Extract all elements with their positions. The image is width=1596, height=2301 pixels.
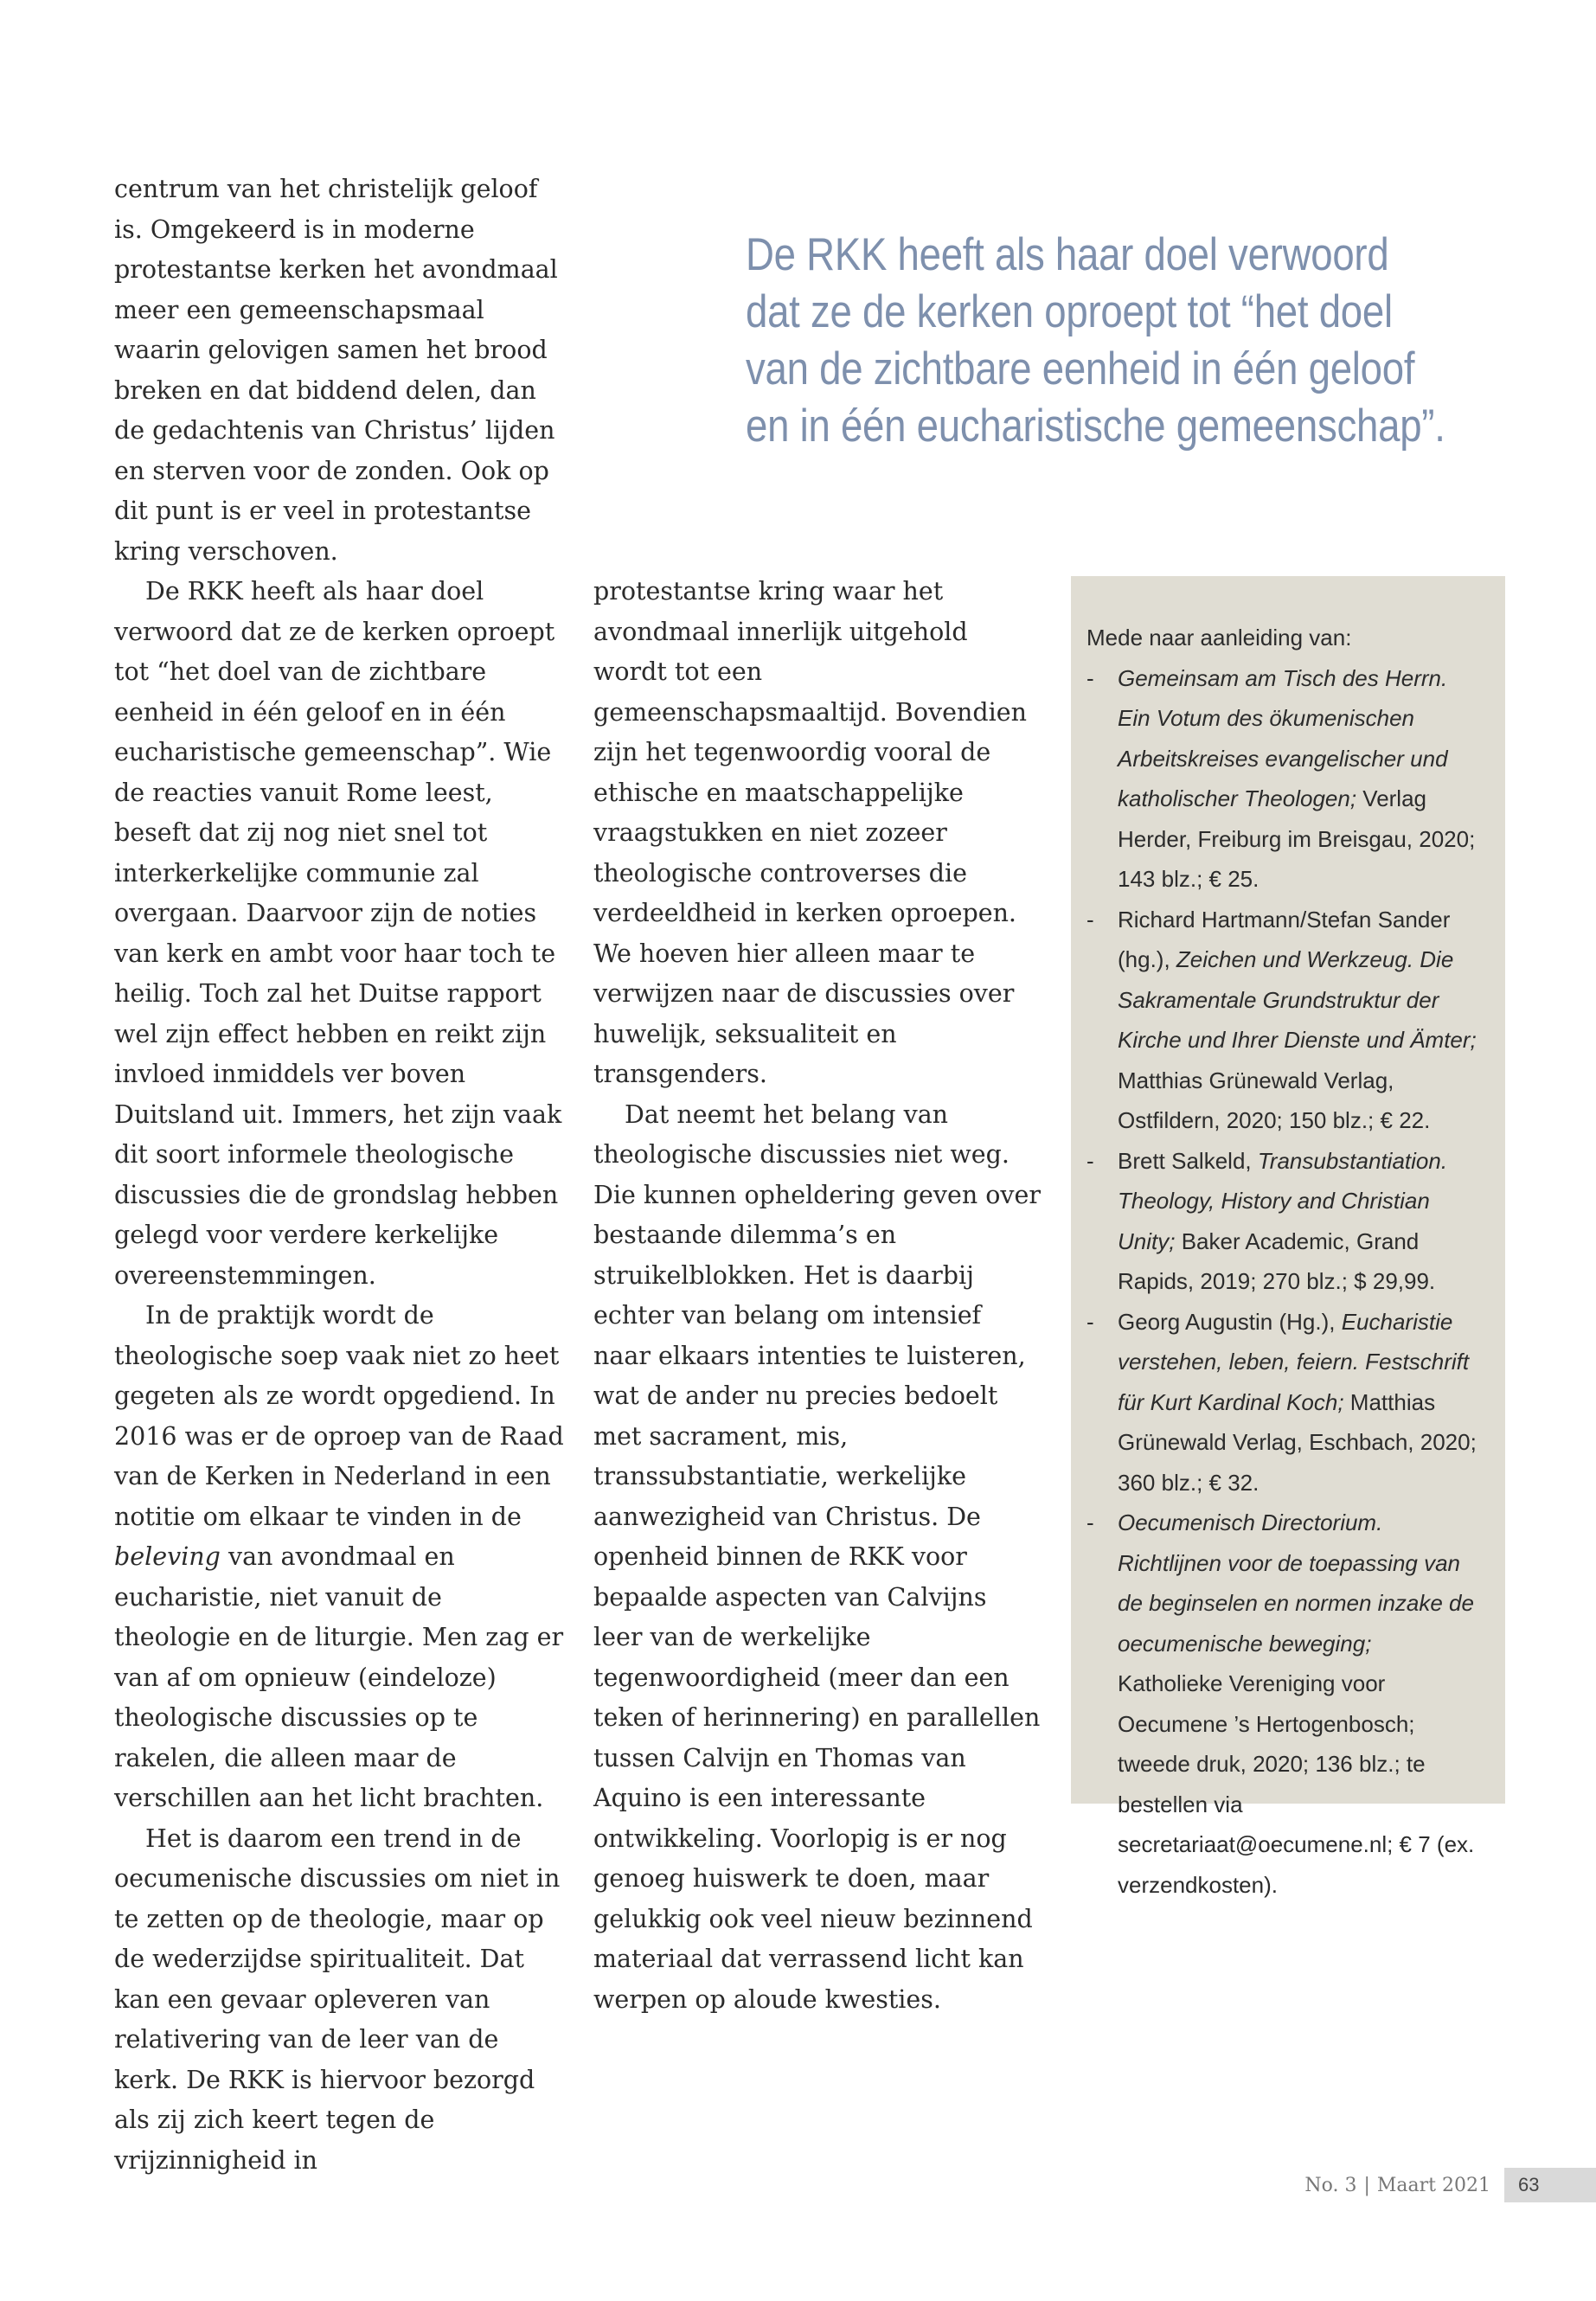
references-box: [1071, 576, 1505, 1898]
reference-details: Verlag Herder, Freiburg im Breisgau, 2020; 143 blz.; € 25.: [1118, 785, 1476, 892]
middle-paragraph-2: Dat neemt het belang van theologische discussies niet weg. Die kunnen opheldering geven over bestaande dilemma’s en struikelblokken. Het is daarbij echter van belang om intensief naar elkaars intenties te luisteren, wat de ander nu precies bedoelt met sacrament, mis, transsubstantiatie, werkelijke aanwezigheid van Christus. De openheid binnen de RKK voor bepaalde aspecten van Calvijns leer van de werkelijke tegenwoordigheid (meer dan een teken of herinnering) en parallellen tussen Calvijn en Thomas van Aquino is een interessante ontwikkeling. Voorlopig is er nog genoeg huiswerk te doen, maar gelukkig ook veel nieuw bezinnend materiaal dat verrassend licht kan werpen op aloude kwesties.: [593, 1099, 1041, 2014]
issue-number: No. 3: [1304, 2174, 1357, 2196]
reference-item: [1086, 658, 1483, 900]
reference-details: Baker Academic, Grand Rapids, 2019; 270 blz.; $ 29,99.: [1118, 1227, 1436, 1294]
page-number: 63: [1504, 2168, 1596, 2202]
footer-separator: |: [1363, 2174, 1370, 2196]
reference-title: Eucharistie verstehen, leben, feiern. Festschrift für Kurt Kardinal Koch;: [1118, 1308, 1470, 1415]
reference-details: Matthias Grünewald Verlag, Eschbach, 2020; 360 blz.; € 32.: [1118, 1388, 1477, 1496]
reference-item: [1086, 900, 1483, 1141]
middle-paragraph-1: protestantse kring waar het avondmaal innerlijk uitgehold wordt tot een gemeenschapsmaaltijd. Bovendien zijn het tegenwoordig vooral de ethische en maatschappelijke vraagstukken en niet zozeer theologische controverses die verdeeldheid in kerken oproepen. We hoeven hier alleen maar te verwijzen naar de discussies over huwelijk, seksualiteit en transgenders.: [593, 577, 1027, 1088]
pull-quote: [746, 227, 1445, 455]
left-paragraph-3-before: In de praktijk wordt de theologische soep vaak niet zo heet gegeten als ze wordt opgediend. In 2016 was er de oproep van de Raad van de Kerken in Nederland in een notitie om elkaar te vinden in de: [114, 1301, 564, 1531]
left-paragraph-4: Het is daarom een trend in de oecumenische discussies om niet in te zetten op de theologie, maar op de wederzijdse spiritualiteit. Dat kan een gevaar opleveren van relativering van de leer van de kerk. De RKK is hiervoor bezorgd als zij zich keert tegen de vrijzinnigheid in: [114, 1823, 561, 2175]
list-dash: -: [1086, 1509, 1094, 1535]
reference-title: Gemeinsam am Tisch des Herrn. Ein Votum des ökumenischen Arbeitskreises evangelischer und katholischer Theologen;: [1118, 664, 1448, 811]
left-paragraph-3-emphasis: beleving: [114, 1542, 221, 1571]
reference-author: Richard Hartmann/Stefan Sander (hg.),: [1118, 906, 1451, 972]
references-header: Mede naar aanleiding van:: [1086, 625, 1352, 651]
middle-column: [593, 572, 1043, 2020]
issue-date: Maart 2021: [1376, 2174, 1490, 2196]
list-dash: -: [1086, 1147, 1094, 1174]
list-dash: -: [1086, 1308, 1094, 1335]
reference-author: Brett Salkeld,: [1118, 1147, 1258, 1174]
left-paragraph-1: centrum van het christelijk geloof is. Omgekeerd is in moderne protestantse kerken het avondmaal meer een gemeenschapsmaal waarin gelovigen samen het brood breken en dat biddend delen, dan de gedachtenis van Christus’ lijden en sterven voor de zonden. Ook op dit punt is er veel in protestantse kring verschoven.: [114, 175, 558, 566]
left-paragraph-2: De RKK heeft als haar doel verwoord dat ze de kerken oproept tot “het doel van de zichtbare eenheid in één geloof en in één eucharistische gemeenschap”. Wie de reacties vanuit Rome leest, beseft dat zij nog niet snel tot interkerkelijke communie zal overgaan. Daarvoor zijn de noties van kerk en ambt voor haar toch te heilig. Toch zal het Duitse rapport wel zijn effect hebben en reikt zijn invloed inmiddels ver boven Duitsland uit. Immers, het zijn vaak dit soort informele theologische discussies die de grondslag hebben gelegd voor verdere kerkelijke overeenstemmingen.: [114, 577, 562, 1290]
pull-quote-line: van de zichtbare eenheid in één geloof: [746, 343, 1415, 394]
reference-title: Oecumenisch Directorium. Richtlijnen voor de toepassing van de beginselen en normen inzake de oecumenische beweging;: [1118, 1509, 1474, 1657]
pull-quote-line: dat ze de kerken oproept tot “het doel: [746, 286, 1393, 337]
reference-item: [1086, 1302, 1483, 1503]
pull-quote-line: en in één eucharistische gemeenschap”.: [746, 401, 1445, 452]
list-dash: -: [1086, 664, 1094, 691]
left-paragraph-3: [114, 1296, 564, 1819]
reference-item: [1086, 1503, 1483, 1905]
reference-title: Transubstantiation. Theology, History and Christian Unity;: [1118, 1147, 1448, 1254]
pull-quote-line: De RKK heeft als haar doel verwoord: [746, 229, 1389, 280]
list-dash: -: [1086, 906, 1094, 933]
left-paragraph-3-after: van avondmaal en eucharistie, niet vanuit de theologie en de liturgie. Men zag er van af om opnieuw (eindeloze) theologische discussies op te rakelen, die alleen maar de verschillen aan het licht brachten.: [114, 1542, 564, 1812]
reference-author: Georg Augustin (Hg.),: [1118, 1308, 1342, 1335]
reference-title: Zeichen und Werkzeug. Die Sakramentale Grundstruktur der Kirche und Ihrer Dienste und Ämter;: [1118, 946, 1477, 1053]
left-column: [114, 170, 564, 2181]
issue-info: [1304, 2175, 1504, 2196]
page-footer: [1304, 2168, 1596, 2202]
reference-details: Matthias Grünewald Verlag, Ostfildern, 2020; 150 blz.; € 22.: [1118, 1067, 1431, 1133]
references-list: [1086, 658, 1483, 1906]
reference-item: [1086, 1141, 1483, 1302]
reference-details: Katholieke Vereniging voor Oecumene ’s Hertogenbosch; tweede druk, 2020; 136 blz.; te bestellen via secretariaat@oecumene.nl; € 7 (ex. verzendkosten).: [1118, 1670, 1475, 1898]
